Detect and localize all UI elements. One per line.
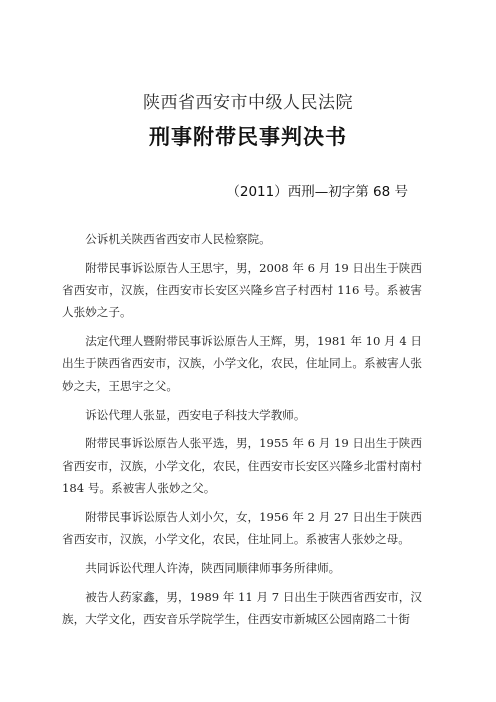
paragraph-plaintiff-liu-xiaoqian: 附带民事诉讼原告人刘小欠，女，1956 年 2 月 27 日出生于陕西省西安市，汉族，小学文化，农民，住址同上。系被害人张妙之母。 — [62, 509, 422, 547]
paragraph-plaintiff-wang-siyu: 附带民事诉讼原告人王思宇，男，2008 年 6 月 19 日出生于陕西省西安市，汉族，住西安市长安区兴隆乡宫子村西村 116 号。系被害人张妙之子。 — [62, 260, 422, 320]
case-number: （2011）西刑—初字第 68 号 — [226, 184, 408, 200]
paragraph-joint-agent: 共同诉讼代理人许涛，陕西同顺律师事务所律师。 — [85, 560, 341, 575]
document-title: 刑事附带民事判决书 — [149, 125, 347, 149]
court-name: 陕西省西安市中级人民法院 — [143, 93, 353, 113]
paragraph-defendant: 被告人药家鑫，男，1989 年 11 月 7 日出生于陕西省西安市，汉族，大学文化，西安音乐学院学生，住西安市新城区公园南路二十街 — [62, 589, 422, 626]
paragraph-prosecutor: 公诉机关陕西省西安市人民检察院。 — [85, 232, 271, 246]
paragraph-plaintiff-zhang-pingxuan: 附带民事诉讼原告人张平选，男，1955 年 6 月 19 日出生于陕西省西安市，汉族，小学文化，农民，住西安市长安区兴隆乡北雷村南村 184 号。系被害人张妙之父。 — [62, 436, 422, 495]
paragraph-litigation-agent: 诉讼代理人张显，西安电子科技大学教师。 — [85, 407, 306, 422]
paragraph-legal-representative: 法定代理人暨附带民事诉讼原告人王辉，男，1981 年 10 月 4 日出生于陕西省西安市，汉族，小学文化，农民，住址同上。系被害人张妙之夫，王思宇之父。 — [62, 334, 422, 393]
document-body — [62, 228, 422, 637]
